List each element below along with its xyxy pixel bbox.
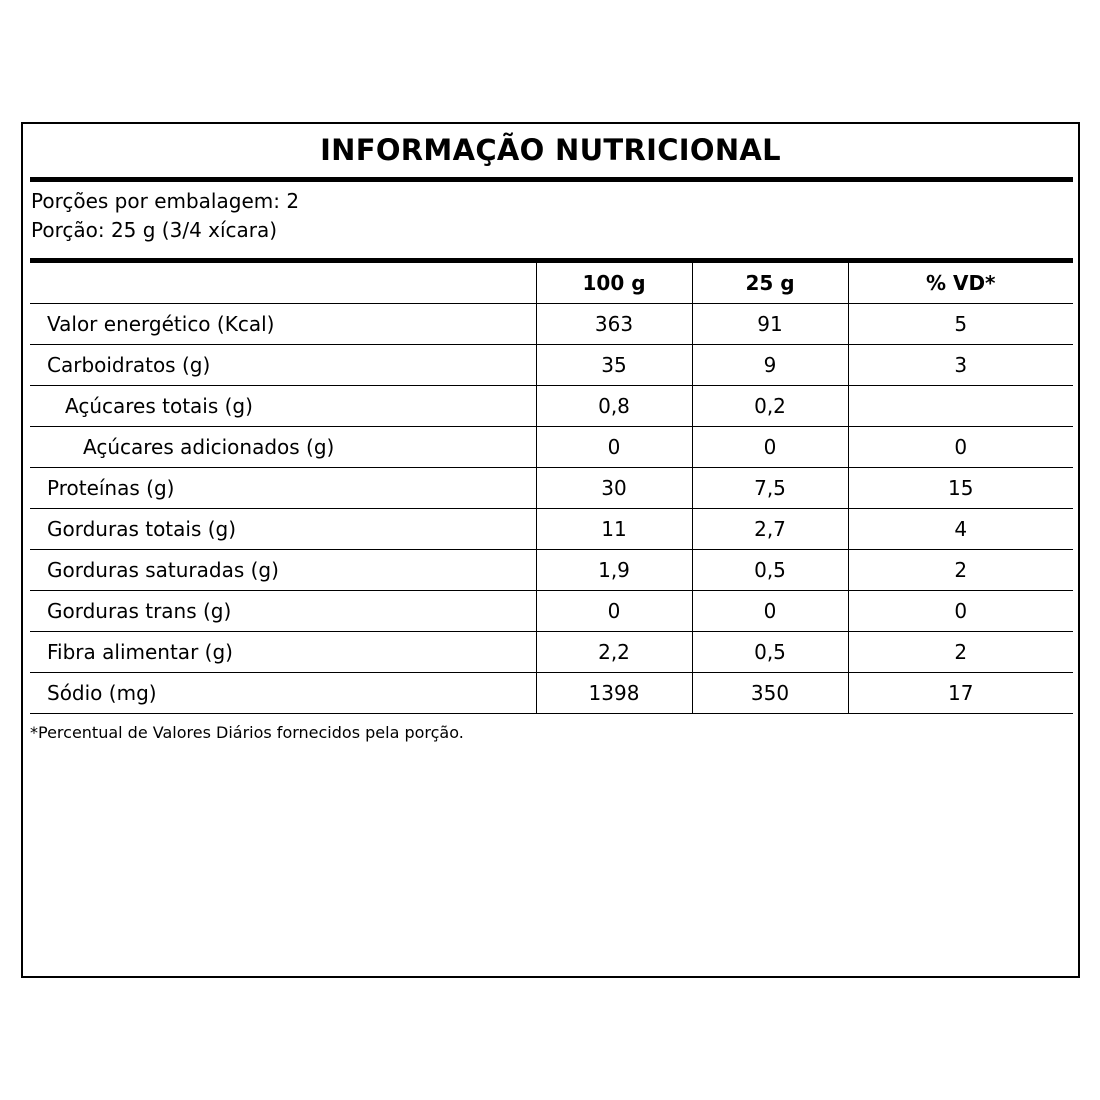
column-header-nutrient xyxy=(30,263,536,304)
servings-per-package: Porções por embalagem: 2 xyxy=(31,189,300,213)
value-vd: 3 xyxy=(848,345,1073,386)
value-25g: 2,7 xyxy=(692,509,848,550)
table-row xyxy=(30,345,1073,386)
label-title: INFORMAÇÃO NUTRICIONAL xyxy=(320,133,781,167)
nutrient-name: Proteínas (g) xyxy=(30,468,536,509)
serving-size: Porção: 25 g (3/4 xícara) xyxy=(31,218,278,242)
table-row xyxy=(30,468,1073,509)
nutrient-name: Açúcares adicionados (g) xyxy=(30,427,536,468)
value-100g: 35 xyxy=(536,345,692,386)
value-25g: 91 xyxy=(692,304,848,345)
table-row xyxy=(30,304,1073,345)
value-25g: 7,5 xyxy=(692,468,848,509)
value-25g: 350 xyxy=(692,673,848,714)
value-25g: 0 xyxy=(692,591,848,632)
table-row xyxy=(30,427,1073,468)
value-100g: 0 xyxy=(536,427,692,468)
value-25g: 0,2 xyxy=(692,386,848,427)
table-row xyxy=(30,632,1073,673)
nutrient-name: Valor energético (Kcal) xyxy=(30,304,536,345)
column-header-vd: % VD* xyxy=(848,263,1073,304)
value-25g: 0 xyxy=(692,427,848,468)
table-row xyxy=(30,591,1073,632)
value-100g: 30 xyxy=(536,468,692,509)
value-vd: 17 xyxy=(848,673,1073,714)
value-vd: 2 xyxy=(848,632,1073,673)
nutrient-name: Sódio (mg) xyxy=(30,673,536,714)
nutrient-name: Fibra alimentar (g) xyxy=(30,632,536,673)
table-header-row xyxy=(30,263,1073,304)
value-25g: 0,5 xyxy=(692,550,848,591)
table-row xyxy=(30,509,1073,550)
table-row xyxy=(30,673,1073,714)
value-100g: 1,9 xyxy=(536,550,692,591)
nutrition-table xyxy=(30,263,1073,714)
nutrient-name: Carboidratos (g) xyxy=(30,345,536,386)
value-100g: 2,2 xyxy=(536,632,692,673)
value-100g: 363 xyxy=(536,304,692,345)
nutrient-name: Açúcares totais (g) xyxy=(30,386,536,427)
value-vd: 0 xyxy=(848,591,1073,632)
value-25g: 9 xyxy=(692,345,848,386)
nutrition-facts-label xyxy=(21,122,1080,978)
table-row xyxy=(30,386,1073,427)
value-vd xyxy=(848,386,1073,427)
column-header-100g: 100 g xyxy=(536,263,692,304)
value-100g: 11 xyxy=(536,509,692,550)
value-vd: 0 xyxy=(848,427,1073,468)
value-vd: 4 xyxy=(848,509,1073,550)
column-header-25g: 25 g xyxy=(692,263,848,304)
value-vd: 15 xyxy=(848,468,1073,509)
nutrient-name: Gorduras trans (g) xyxy=(30,591,536,632)
nutrient-name: Gorduras saturadas (g) xyxy=(30,550,536,591)
table-row xyxy=(30,550,1073,591)
value-100g: 0,8 xyxy=(536,386,692,427)
footnote: *Percentual de Valores Diários fornecidos pela porção. xyxy=(30,723,464,742)
value-25g: 0,5 xyxy=(692,632,848,673)
title-divider xyxy=(30,177,1073,182)
value-100g: 1398 xyxy=(536,673,692,714)
value-100g: 0 xyxy=(536,591,692,632)
value-vd: 2 xyxy=(848,550,1073,591)
value-vd: 5 xyxy=(848,304,1073,345)
nutrient-name: Gorduras totais (g) xyxy=(30,509,536,550)
